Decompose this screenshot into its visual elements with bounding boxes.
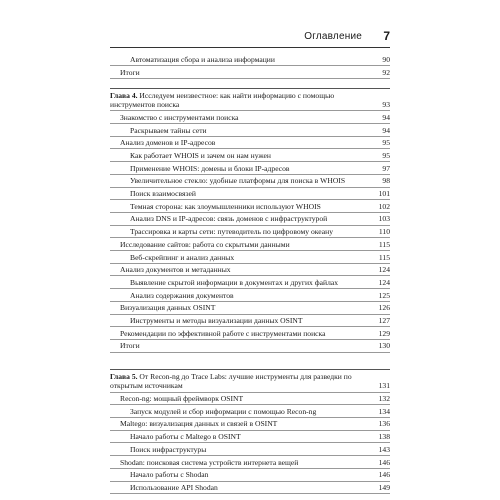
toc-entry-title: Как работает WHOIS и зачем он нам нужен [130, 150, 271, 160]
toc-entry[interactable] [110, 341, 390, 352]
toc-entry-title: Recon-ng: мощный фреймворк OSINT [120, 394, 244, 404]
toc-entry-title: Рекомендации по эффективной работе с инструментами поиска [120, 328, 326, 338]
toc-entry-title: Maltego: визуализация данных и связей в OSINT [120, 419, 278, 429]
toc-entry-page: 95 [382, 138, 390, 148]
toc-entry-title: Исследование сайтов: работа со скрытыми данными [120, 239, 290, 249]
toc-entry[interactable] [110, 445, 390, 456]
toc-entry[interactable] [110, 151, 390, 162]
toc-entry[interactable] [110, 253, 390, 264]
toc-entry-title: Начало работы с Shodan [130, 470, 209, 480]
toc-entry[interactable] [110, 419, 390, 430]
toc-entry-page: 124 [378, 277, 390, 287]
toc-entry-title: Итоги [120, 67, 140, 77]
toc-entry[interactable] [110, 189, 390, 200]
toc-entry-title: Анализ содержания документов [130, 290, 234, 300]
toc-entry[interactable] [110, 278, 390, 289]
toc-entry-title: Использование API Shodan [130, 483, 218, 492]
toc-entry[interactable] [110, 214, 390, 225]
toc-entry[interactable] [110, 265, 390, 276]
toc-entry-page: 127 [378, 316, 390, 326]
toc-entry[interactable] [110, 176, 390, 187]
toc-entry-page: 129 [378, 328, 390, 338]
toc-entry-page: 125 [378, 290, 390, 300]
toc-entry-title: Анализ DNS и IP-адресов: связь доменов с инфраструктурой [130, 214, 328, 224]
toc-entry-title: Инструменты и методы визуализации данных OSINT [130, 316, 303, 326]
page-number: 7 [383, 29, 390, 43]
toc-entry-page: 132 [378, 394, 390, 404]
toc-entry-page: 110 [378, 227, 390, 237]
toc-entry-page: 143 [378, 444, 390, 454]
toc-entry[interactable] [110, 316, 390, 327]
toc-entry[interactable] [110, 55, 390, 66]
toc-entry-page: 115 [378, 239, 390, 249]
toc-entry-page: 124 [378, 265, 390, 275]
toc-entry-title: Анализ документов и метаданных [120, 265, 231, 275]
toc-entry[interactable] [110, 126, 390, 137]
toc-entry-title: Начало работы с Maltego в OSINT [130, 432, 241, 442]
toc-entry-title: Итоги [120, 341, 140, 351]
toc-entry[interactable] [110, 483, 390, 494]
chapter-5-entry[interactable] [110, 369, 390, 392]
toc-entry[interactable] [110, 240, 390, 251]
toc-entry-title: Запуск модулей и сбор информации с помощью Recon-ng [130, 406, 317, 416]
toc-entry-title: Shodan: поисковая система устройств интернета вещей [120, 457, 299, 467]
toc-entry[interactable] [110, 303, 390, 314]
toc-entry-title: Темная сторона: как злоумышленники используют WHOIS [130, 201, 321, 211]
toc-entry-title: Поиск инфраструктуры [130, 444, 207, 454]
toc-entry-page: 94 [382, 112, 390, 122]
toc-entry[interactable] [110, 432, 390, 443]
toc-entry-title: Выявление скрытой информации в документах и других файлах [130, 277, 339, 287]
toc-entry-page: 97 [382, 163, 390, 173]
toc-entry-page: 146 [378, 457, 390, 467]
toc-entry[interactable] [110, 68, 390, 79]
toc-entry[interactable] [110, 394, 390, 405]
chapter-5-title: От Recon-ng до Trace Labs: лучшие инструменты для разведки по открытым источникам [110, 372, 352, 391]
toc-entry-page: 138 [378, 432, 390, 442]
toc-entry-page: 115 [378, 252, 390, 262]
toc-entry[interactable] [110, 113, 390, 124]
toc-entry-page: 149 [378, 483, 390, 492]
toc-entry[interactable] [110, 291, 390, 302]
toc-entry[interactable] [110, 227, 390, 238]
toc-entry-title: Автоматизация сбора и анализа информации [130, 55, 275, 64]
toc-entry-page: 98 [382, 176, 390, 186]
toc-entry-title: Знакомство с инструментами поиска [120, 112, 239, 122]
toc-entry-page: 126 [378, 303, 390, 313]
toc-entry[interactable] [110, 164, 390, 175]
toc-entry[interactable] [110, 470, 390, 481]
toc-entry[interactable] [110, 138, 390, 149]
toc-entry-title: Применение WHOIS: домены и блоки IP-адресов [130, 163, 290, 173]
page-header [110, 31, 390, 48]
chapter-5-label: Глава 5. [110, 372, 138, 382]
toc-entry-page: 94 [382, 125, 390, 135]
chapter-4-entry[interactable] [110, 88, 390, 111]
toc-entry-page: 101 [378, 189, 390, 199]
toc-entry-page: 95 [382, 150, 390, 160]
toc-entry-page: 134 [378, 406, 390, 416]
toc-entry-title: Веб-скрейпинг и анализ данных [130, 252, 235, 262]
toc-entry-page: 92 [382, 67, 390, 77]
toc-entry-title: Раскрываем тайны сети [130, 125, 207, 135]
chapter-4-title: Исследуем неизвестное: как найти информацию с помощью инструментов поиска [110, 90, 335, 110]
toc-entry[interactable] [110, 407, 390, 418]
toc-entry-page: 136 [378, 419, 390, 429]
toc-entry-title: Визуализация данных OSINT [120, 303, 216, 313]
toc-entry[interactable] [110, 329, 390, 340]
toc-entry[interactable] [110, 458, 390, 469]
toc-entry-page: 103 [378, 214, 390, 224]
toc-entry-title: Поиск взаимосвязей [130, 189, 196, 199]
header-title: Оглавление [304, 31, 362, 42]
toc-entry-title: Трассировка и карты сети: путеводитель по цифровому океану [130, 227, 333, 237]
toc-entry-page: 130 [378, 341, 390, 351]
toc-entry-page: 102 [378, 201, 390, 211]
chapter-5-page: 131 [378, 381, 390, 391]
chapter-4-page: 93 [382, 100, 390, 110]
toc-entry-title: Увеличительное стекло: удобные платформы для поиска в WHOIS [130, 176, 346, 186]
chapter-4-label: Глава 4. [110, 90, 138, 100]
toc-entry-title: Анализ доменов и IP-адресов [120, 138, 216, 148]
toc-entry-page: 90 [382, 55, 390, 64]
toc-entry-page: 146 [378, 470, 390, 480]
toc-entry[interactable] [110, 202, 390, 213]
table-of-contents [110, 55, 390, 496]
